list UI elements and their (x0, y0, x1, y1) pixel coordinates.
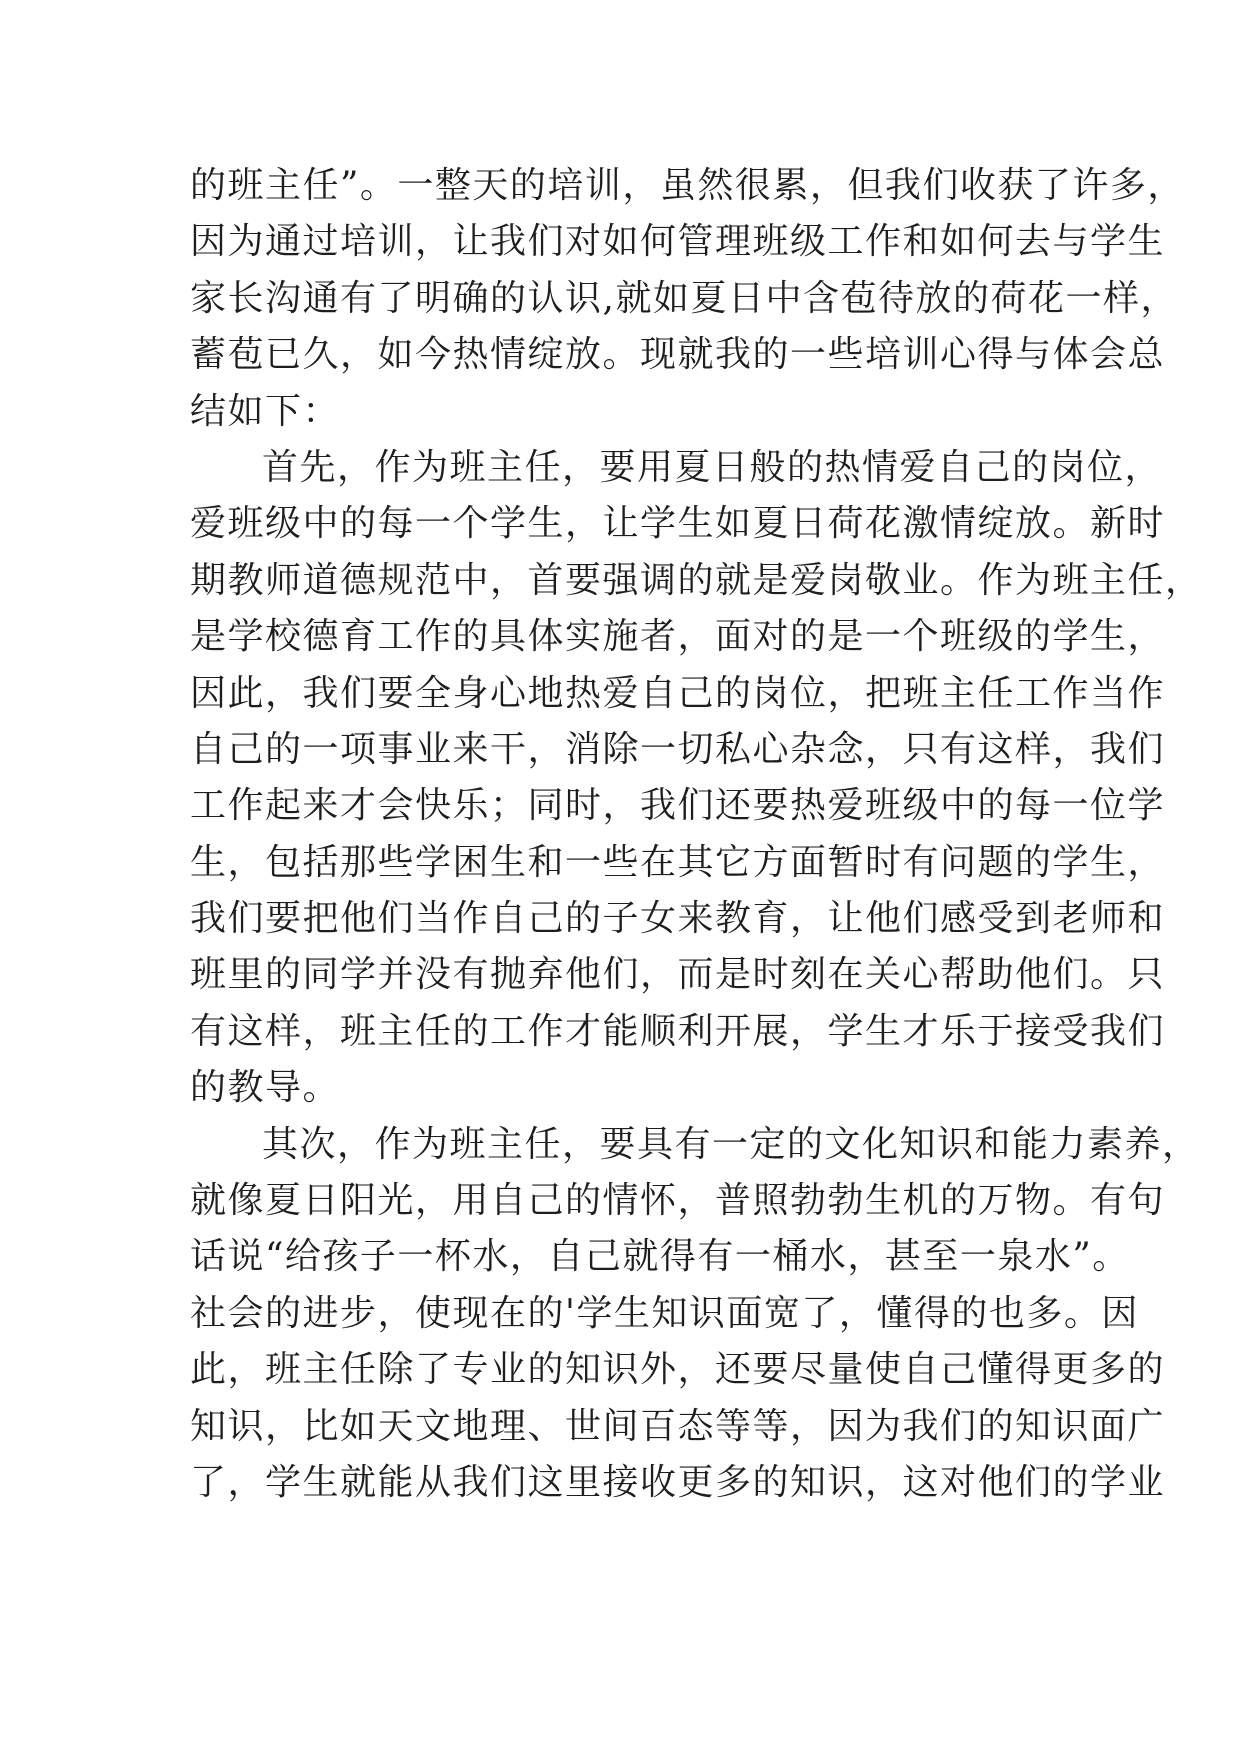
text-line: 生，包括那些学困生和一些在其它方面暂时有问题的学生， (190, 841, 1166, 883)
text-line: 的班主任”。一整天的培训，虽然很累，但我们收获了许多， (190, 165, 1185, 206)
text-line: 蓄苞已久，如今热情绽放。现就我的一些培训心得与体会总 (190, 334, 1166, 376)
text-line: 工作起来才会快乐；同时，我们还要热爱班级中的每一位学 (190, 785, 1166, 827)
text-line: 因此，我们要全身心地热爱自己的岗位，把班主任工作当作 (190, 672, 1166, 714)
text-line: 知识，比如天文地理、世间百态等等，因为我们的知识面广 (190, 1405, 1166, 1447)
paragraph-first-line: 其次，作为班主任，要具有一定的文化知识和能力素养， (262, 1123, 1200, 1165)
text-line: 家长沟通有了明确的认识,就如夏日中含苞待放的荷花一样， (190, 277, 1178, 319)
text-line: 期教师道德规范中，首要强调的就是爱岗敬业。作为班主任， (190, 559, 1203, 601)
text-line: 此，班主任除了专业的知识外，还要尽量使自己懂得更多的 (190, 1349, 1166, 1391)
text-line: 因为通过培训，让我们对如何管理班级工作和如何去与学生 (190, 221, 1166, 263)
body-text (190, 158, 1203, 1511)
text-line: 爱班级中的每一个学生，让学生如夏日荷花激情绽放。新时 (190, 503, 1166, 545)
paragraph-first-line: 首先，作为班主任，要用夏日般的热情爱自己的岗位， (262, 446, 1163, 488)
text-line: 有这样，班主任的工作才能顺利开展，学生才乐于接受我们 (190, 1010, 1166, 1052)
text-line: 是学校德育工作的具体实施者，面对的是一个班级的学生， (190, 616, 1166, 658)
text-line: 班里的同学并没有抛弃他们，而是时刻在关心帮助他们。只 (190, 954, 1166, 996)
text-line: 社会的进步，使现在的'学生知识面宽了，懂得的也多。因 (190, 1292, 1139, 1334)
text-line: 自己的一项事业来干，消除一切私心杂念，只有这样，我们 (190, 728, 1166, 770)
text-line: 了，学生就能从我们这里接收更多的知识，这对他们的学业 (190, 1461, 1166, 1503)
text-line: 话说“给孩子一杯水，自己就得有一桶水，甚至一泉水”。 (190, 1236, 1130, 1278)
text-line: 的教导。 (190, 1067, 341, 1109)
text-line: 结如下： (190, 390, 341, 432)
text-line: 就像夏日阳光，用自己的情怀，普照勃勃生机的万物。有句 (190, 1180, 1166, 1222)
text-line: 我们要把他们当作自己的子女来教育，让他们感受到老师和 (190, 898, 1166, 940)
